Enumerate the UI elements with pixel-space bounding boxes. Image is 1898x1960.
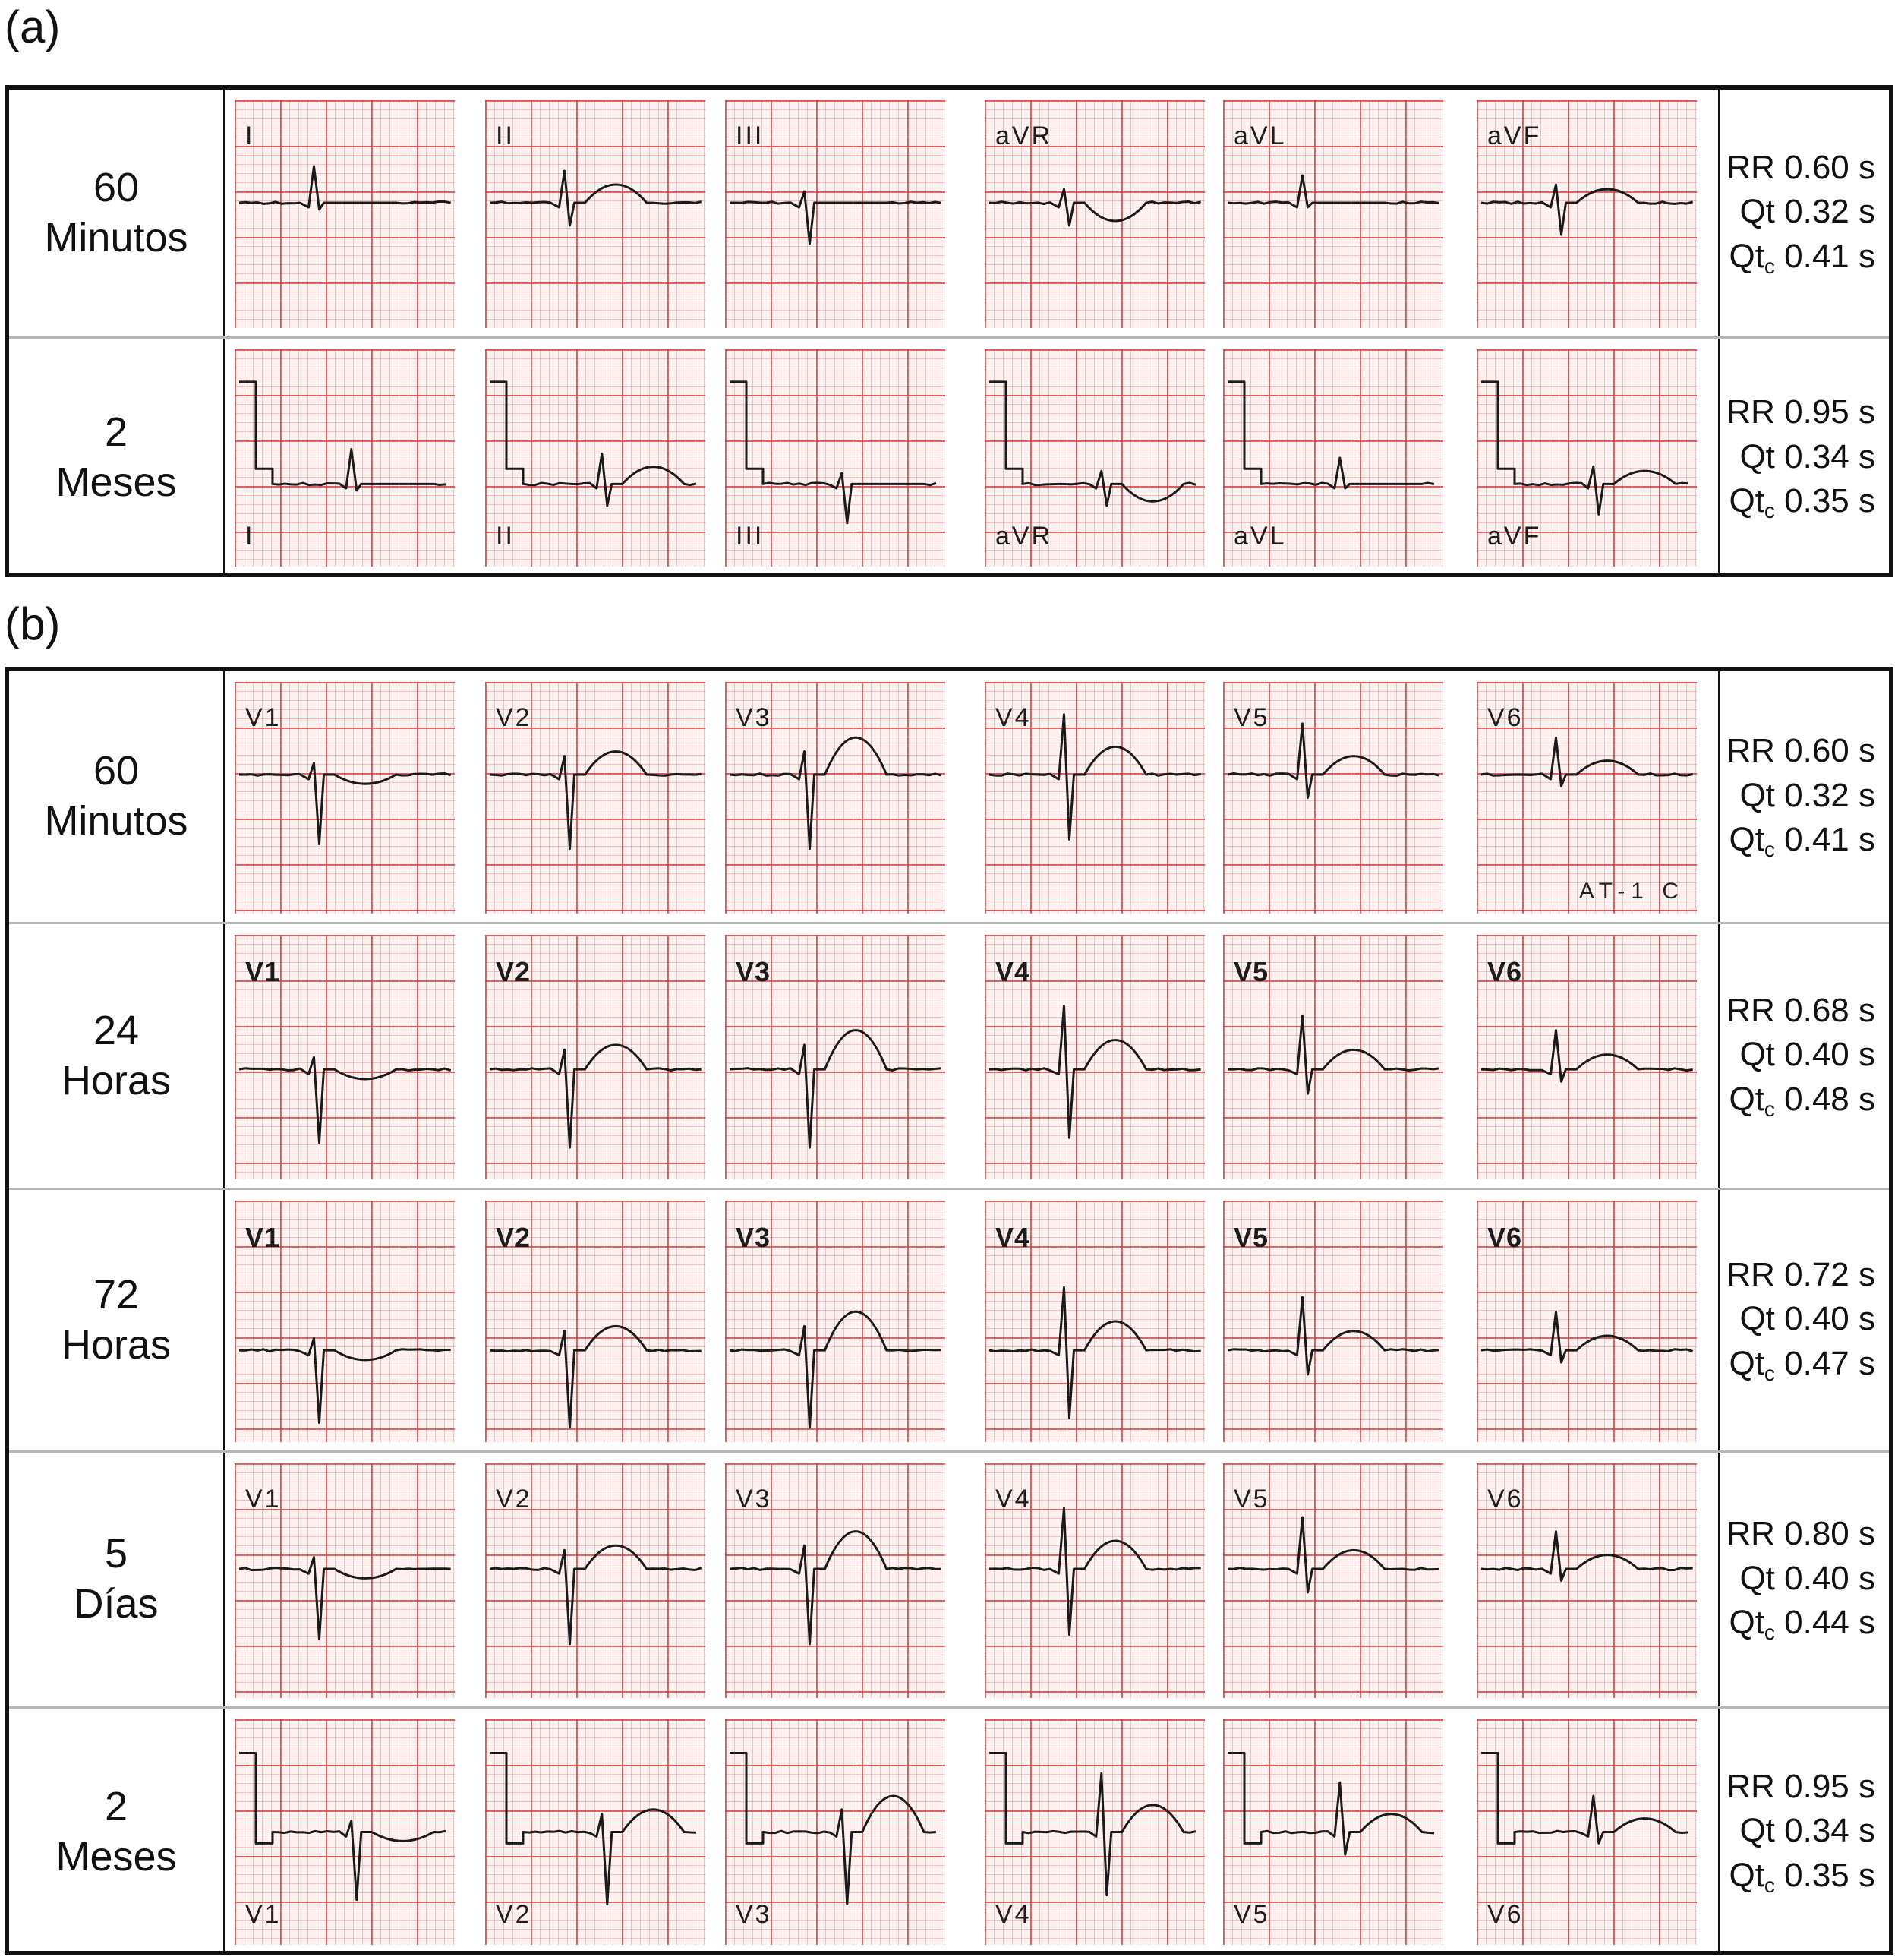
lead-label: V1 <box>245 956 281 987</box>
lead-label: V4 <box>995 1900 1032 1929</box>
ecg-waveform <box>1481 1311 1693 1362</box>
timepoint-label <box>9 671 225 922</box>
lead-label: aVR <box>995 122 1053 150</box>
ecg-waveform <box>730 191 941 244</box>
lead-label: II <box>496 522 515 551</box>
lead-label: V5 <box>1234 703 1270 732</box>
ecg-waveform <box>1228 1297 1439 1375</box>
lead-label: I <box>245 122 255 150</box>
lead-label: II <box>496 122 515 150</box>
ecg-waveform <box>989 382 1196 506</box>
lead-label: aVR <box>995 522 1053 551</box>
lead-label: V5 <box>1234 956 1269 987</box>
ecg-strip-v1 <box>235 1463 455 1698</box>
timepoint-label <box>9 1709 225 1955</box>
qtc-subscript: c <box>1764 499 1775 523</box>
interval-values <box>1718 1190 1889 1450</box>
qtc-interval <box>1729 479 1875 525</box>
qtc-value: 0.35 s <box>1774 1856 1875 1894</box>
ecg-strip-v2 <box>485 935 705 1179</box>
ecg-waveform <box>1228 382 1434 488</box>
ecg-waveform <box>490 1545 702 1644</box>
lead-label: aVF <box>1487 522 1542 551</box>
qtc-prefix: Qt <box>1729 1604 1764 1642</box>
ecg-strip-avr <box>985 100 1205 328</box>
lead-label: V4 <box>995 703 1032 732</box>
timepoint-label <box>9 90 225 336</box>
ecg-strip-avl <box>1223 100 1443 328</box>
qtc-value: 0.48 s <box>1774 1080 1875 1118</box>
qtc-value: 0.44 s <box>1774 1604 1875 1642</box>
interval-values <box>1718 1709 1889 1955</box>
lead-label: V2 <box>496 1900 532 1929</box>
ecg-strip-v4 <box>985 1463 1205 1698</box>
ecg-waveform <box>1228 724 1439 798</box>
lead-label: V6 <box>1487 956 1523 987</box>
ecg-strip-v3 <box>725 1201 945 1442</box>
timepoint-label <box>9 339 225 577</box>
interval-values <box>1718 671 1889 922</box>
ecg-strip-avf <box>1477 349 1697 567</box>
ecg-waveform <box>1481 1030 1693 1082</box>
time-number: 2 <box>104 409 128 456</box>
lead-label: V2 <box>496 1222 531 1253</box>
lead-label: V4 <box>995 956 1031 987</box>
lead-label: V4 <box>995 1485 1032 1513</box>
timepoint-row <box>9 924 1889 1190</box>
ecg-strip-v6 <box>1477 1201 1697 1442</box>
ecg-strip-v5 <box>1223 1201 1443 1442</box>
rr-interval: RR 0.72 s <box>1726 1255 1875 1293</box>
lead-label: V4 <box>995 1222 1031 1253</box>
qtc-subscript: c <box>1764 1873 1775 1897</box>
ecg-strip-v2 <box>485 1201 705 1442</box>
lead-label: V2 <box>496 703 532 732</box>
time-unit: Horas <box>61 1057 172 1103</box>
qtc-interval <box>1729 1078 1875 1123</box>
lead-label: V5 <box>1234 1485 1270 1513</box>
lead-label: V3 <box>736 1485 772 1513</box>
lead-label: I <box>245 522 255 551</box>
ecg-strip-i <box>235 349 455 567</box>
panel-label: (b) <box>5 598 61 649</box>
ecg-trace <box>485 349 705 567</box>
qtc-prefix: Qt <box>1729 1080 1764 1118</box>
timepoint-row <box>9 671 1889 924</box>
lead-label: V3 <box>736 1900 772 1929</box>
lead-label: V6 <box>1487 1222 1523 1253</box>
ecg-strip-v1 <box>235 935 455 1179</box>
qtc-interval <box>1729 1854 1875 1899</box>
rr-interval: RR 0.95 s <box>1726 393 1875 431</box>
lead-label: aVL <box>1234 522 1287 551</box>
time-number: 2 <box>104 1783 128 1829</box>
ecg-strip-iii <box>725 100 945 328</box>
rr-interval: RR 0.60 s <box>1726 148 1875 186</box>
ecg-waveform <box>1481 382 1688 514</box>
lead-label: V1 <box>245 1900 282 1929</box>
ecg-waveform <box>1481 185 1693 235</box>
ecg-strip-v1 <box>235 682 455 914</box>
qtc-prefix: Qt <box>1729 482 1764 520</box>
lead-label: V6 <box>1487 1485 1524 1513</box>
lead-label: V6 <box>1487 1900 1524 1929</box>
lead-label: V5 <box>1234 1222 1269 1253</box>
ecg-strip-v5 <box>1223 1719 1443 1945</box>
time-unit: Meses <box>55 1833 177 1880</box>
qtc-interval <box>1729 235 1875 280</box>
ecg-strip-ii <box>485 100 705 328</box>
time-unit: Horas <box>61 1321 172 1368</box>
time-number: 24 <box>93 1007 140 1053</box>
ecg-strip-avf <box>1477 100 1697 328</box>
lead-label: V1 <box>245 1485 282 1513</box>
time-unit: Minutos <box>44 214 188 260</box>
ecg-strip-v4 <box>985 1719 1205 1945</box>
qtc-interval <box>1729 818 1875 863</box>
ecg-waveform <box>1481 1532 1693 1581</box>
time-number: 60 <box>93 164 140 210</box>
lead-label: V3 <box>736 703 772 732</box>
qtc-value: 0.41 s <box>1774 821 1875 859</box>
qtc-prefix: Qt <box>1729 1344 1764 1382</box>
qt-interval: Qt 0.32 s <box>1739 193 1875 231</box>
timepoint-label <box>9 1190 225 1450</box>
qt-interval: Qt 0.40 s <box>1739 1036 1875 1074</box>
panel-box <box>5 667 1893 1955</box>
ecg-strip-v1 <box>235 1201 455 1442</box>
ecg-trace <box>235 349 455 567</box>
strip-annotation: AT-1 C <box>1578 879 1685 904</box>
lead-label: III <box>736 122 765 150</box>
qtc-prefix: Qt <box>1729 821 1764 859</box>
ecg-waveform <box>730 382 936 523</box>
ecg-strip-v4 <box>985 682 1205 914</box>
rr-interval: RR 0.80 s <box>1726 1515 1875 1553</box>
time-number: 72 <box>93 1271 140 1318</box>
panel-box <box>5 85 1893 577</box>
ecg-strip-v6 <box>1477 1463 1697 1698</box>
ecg-waveform <box>1228 1015 1439 1094</box>
ecg-waveform <box>730 1753 936 1905</box>
ecg-strip-v5 <box>1223 935 1443 1179</box>
qtc-value: 0.35 s <box>1774 482 1875 520</box>
lead-label: aVL <box>1234 122 1287 150</box>
lead-label: V3 <box>736 956 771 987</box>
ecg-strip-v5 <box>1223 1463 1443 1698</box>
ecg-waveform <box>1228 1517 1439 1592</box>
qtc-subscript: c <box>1764 1621 1775 1645</box>
timepoint-row <box>9 339 1889 577</box>
time-number: 60 <box>93 748 140 794</box>
ecg-waveform <box>730 737 941 848</box>
interval-values <box>1718 924 1889 1188</box>
ecg-trace <box>235 100 455 328</box>
rr-interval: RR 0.95 s <box>1726 1767 1875 1805</box>
ecg-strip-v6 <box>1477 1719 1697 1945</box>
qtc-prefix: Qt <box>1729 1856 1764 1894</box>
lead-label: V2 <box>496 1485 532 1513</box>
qtc-subscript: c <box>1764 838 1775 862</box>
qtc-subscript: c <box>1764 1097 1775 1121</box>
qtc-value: 0.47 s <box>1774 1344 1875 1382</box>
ecg-strip-v3 <box>725 682 945 914</box>
ecg-waveform <box>989 1005 1201 1138</box>
qt-interval: Qt 0.40 s <box>1739 1559 1875 1597</box>
ecg-strip-v1 <box>235 1719 455 1945</box>
ecg-strip-i <box>235 100 455 328</box>
lead-label: aVF <box>1487 122 1542 150</box>
ecg-waveform <box>1228 1753 1434 1855</box>
ecg-strip-iii <box>725 349 945 567</box>
ecg-strip-avr <box>985 349 1205 567</box>
qtc-prefix: Qt <box>1729 237 1764 275</box>
timepoint-row <box>9 1709 1889 1955</box>
interval-values <box>1718 90 1889 336</box>
qtc-subscript: c <box>1764 1361 1775 1385</box>
interval-values <box>1718 1453 1889 1706</box>
panel-label: (a) <box>5 2 61 52</box>
ecg-waveform <box>1228 175 1439 207</box>
time-unit: Días <box>74 1581 159 1627</box>
lead-label: III <box>736 522 765 551</box>
ecg-strip-v3 <box>725 1719 945 1945</box>
ecg-waveform <box>239 166 451 210</box>
ecg-strip-v4 <box>985 935 1205 1179</box>
ecg-waveform <box>989 1508 1201 1635</box>
ecg-waveform <box>490 382 696 506</box>
lead-label: V2 <box>496 956 531 987</box>
time-unit: Minutos <box>44 798 188 844</box>
ecg-waveform <box>490 1326 702 1428</box>
timepoint-label <box>9 924 225 1188</box>
ecg-waveform <box>730 1311 941 1428</box>
timepoint-label <box>9 1453 225 1706</box>
rr-interval: RR 0.68 s <box>1726 991 1875 1029</box>
ecg-strip-v3 <box>725 935 945 1179</box>
ecg-waveform <box>490 752 702 849</box>
ecg-waveform <box>239 1338 451 1422</box>
lead-label: V5 <box>1234 1900 1270 1929</box>
ecg-strip-v3 <box>725 1463 945 1698</box>
ecg-waveform <box>989 715 1201 840</box>
qtc-subscript: c <box>1764 254 1775 278</box>
ecg-waveform <box>1481 1753 1688 1844</box>
lead-label: V6 <box>1487 703 1524 732</box>
ecg-waveform <box>239 1558 451 1640</box>
qtc-interval <box>1729 1601 1875 1646</box>
ecg-strip-ii <box>485 349 705 567</box>
lead-label: V3 <box>736 1222 771 1253</box>
ecg-waveform <box>239 1057 451 1143</box>
ecg-strip-v4 <box>985 1201 1205 1442</box>
qt-interval: Qt 0.34 s <box>1739 1812 1875 1850</box>
qt-interval: Qt 0.32 s <box>1739 776 1875 814</box>
ecg-strip-v2 <box>485 1463 705 1698</box>
interval-values <box>1718 339 1889 577</box>
ecg-strip-v2 <box>485 1719 705 1945</box>
ecg-waveform <box>989 1753 1196 1895</box>
ecg-waveform <box>490 1045 702 1147</box>
ecg-waveform <box>730 1030 941 1148</box>
ecg-strip-avl <box>1223 349 1443 567</box>
rr-interval: RR 0.60 s <box>1726 732 1875 770</box>
ecg-strip-v6 <box>1477 935 1697 1179</box>
ecg-waveform <box>239 763 451 844</box>
time-unit: Meses <box>55 459 177 505</box>
ecg-waveform <box>989 189 1201 226</box>
ecg-strip-v6 <box>1477 682 1697 914</box>
timepoint-row <box>9 1190 1889 1453</box>
ecg-trace <box>485 100 705 328</box>
ecg-waveform <box>239 1753 446 1900</box>
ecg-waveform <box>239 382 446 491</box>
ecg-waveform <box>490 1753 696 1905</box>
timepoint-row <box>9 90 1889 339</box>
qtc-interval <box>1729 1342 1875 1387</box>
time-number: 5 <box>104 1531 128 1577</box>
ecg-strip-v2 <box>485 682 705 914</box>
ecg-waveform <box>490 171 702 226</box>
lead-label: V1 <box>245 703 282 732</box>
qt-interval: Qt 0.34 s <box>1739 437 1875 475</box>
ecg-strip-v5 <box>1223 682 1443 914</box>
lead-label: V1 <box>245 1222 281 1253</box>
ecg-waveform <box>730 1532 941 1644</box>
qtc-value: 0.41 s <box>1774 237 1875 275</box>
ecg-waveform <box>1481 737 1693 786</box>
timepoint-row <box>9 1453 1889 1709</box>
ecg-waveform <box>989 1287 1201 1418</box>
qt-interval: Qt 0.40 s <box>1739 1300 1875 1338</box>
